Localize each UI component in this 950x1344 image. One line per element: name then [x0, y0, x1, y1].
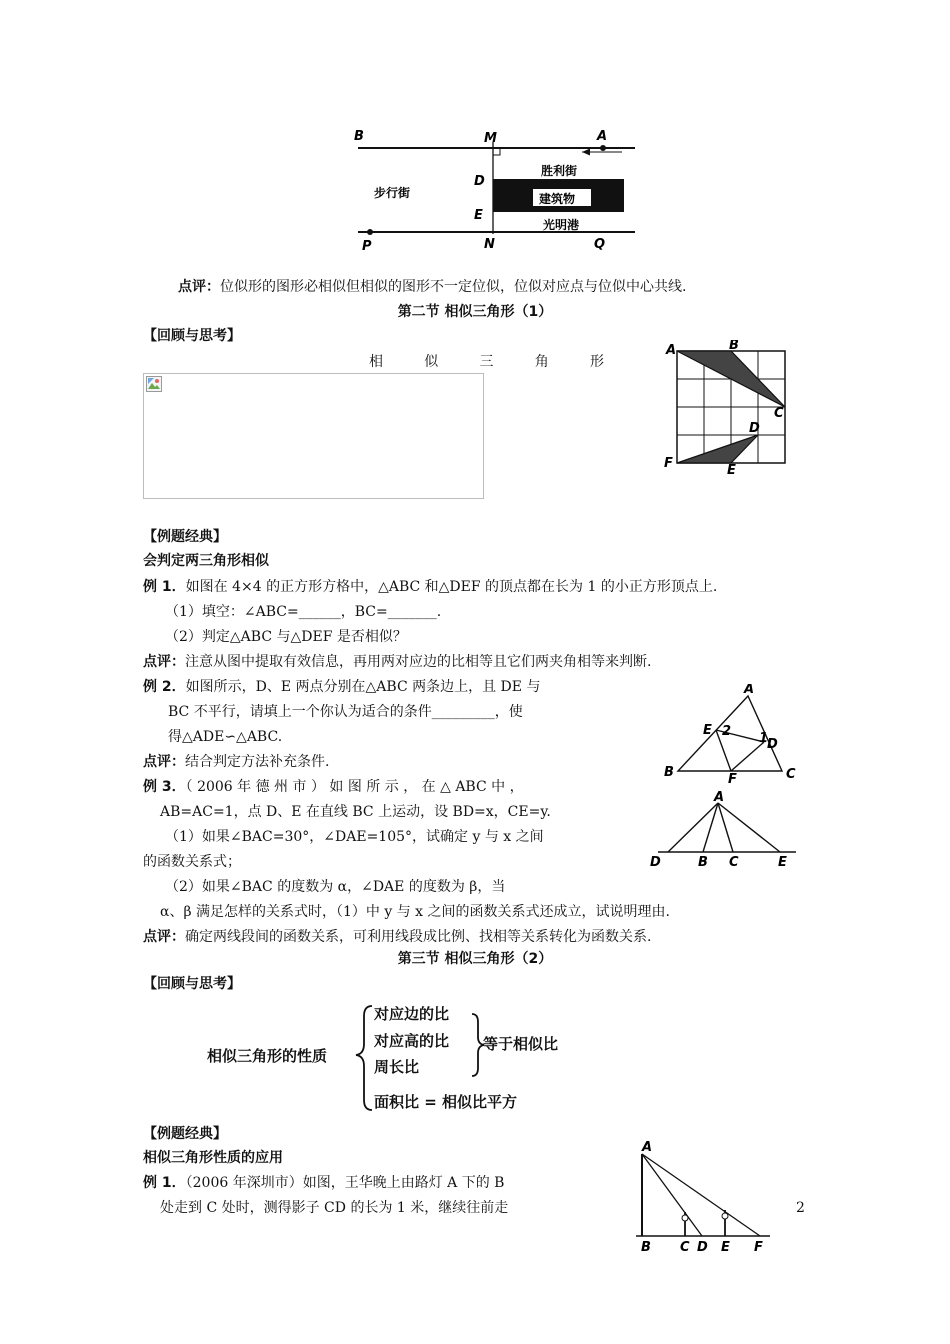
lamp-label-a: A — [642, 1140, 653, 1155]
example-3-line-5: （2）如果∠BAC 的度数为 α，∠DAE 的度数为 β，当 — [165, 879, 506, 895]
tri1-label-a: A — [744, 684, 755, 697]
review-heading-1: 【回顾与思考】 — [143, 328, 241, 344]
examples-topic-1: 会判定两三角形相似 — [143, 553, 269, 569]
spaced-char: 相 — [369, 354, 383, 370]
examples-heading-2: 【例题经典】 — [143, 1126, 227, 1142]
example-lamp-line-1 — [143, 1173, 504, 1193]
example-label: 例 3． — [143, 779, 186, 795]
similar-triangle-properties-diagram — [200, 1000, 600, 1120]
street-label-m: M — [484, 131, 497, 146]
lamp-label-d: D — [697, 1240, 708, 1255]
review-spaced-title — [369, 352, 604, 372]
tri2-label-d: D — [650, 855, 661, 870]
section-title-2: 第二节 相似三角形（1） — [397, 304, 553, 320]
comment-text: 确定两线段间的函数关系，可利用线段成比例、找相等关系转化为函数关系. — [185, 929, 652, 945]
example-3-line-6: α、β 满足怎样的关系式时，（1）中 y 与 x 之间的函数关系式还成立，试说明理由. — [160, 904, 670, 920]
tri2-label-c: C — [729, 855, 739, 870]
spaced-char: 形 — [590, 354, 604, 370]
street-label-d: D — [474, 174, 485, 189]
tri2-label-b: B — [698, 855, 708, 870]
triangle-figure-1 — [658, 684, 803, 784]
example-text: 如图在 4×4 的正方形方格中，△ABC 和△DEF 的顶点都在长为 1 的小正方形顶点上. — [185, 579, 718, 595]
comment-label: 点评： — [143, 654, 185, 670]
example-text: 如图所示，D、E 两点分别在△ABC 两条边上，且 DE 与 — [185, 679, 541, 695]
comment-1 — [143, 652, 651, 672]
examples-heading-1: 【例题经典】 — [143, 529, 227, 545]
property-corresponding-heights: 对应高的比 — [374, 1032, 450, 1050]
tri1-label-d: D — [767, 737, 778, 752]
spaced-char: 三 — [479, 354, 494, 370]
street-label-b: B — [354, 129, 364, 144]
comment-text: 注意从图中提取有效信息，再用两对应边的比相等且它们两夹角相等来判断. — [185, 654, 652, 670]
grid-figure — [663, 340, 798, 475]
tri1-label-f: F — [728, 772, 737, 784]
example-2-line-2: BC 不平行，请填上一个你认为适合的条件_________，使 — [168, 704, 523, 720]
comment-label: 点评： — [143, 754, 185, 770]
property-equals-ratio: 等于相似比 — [483, 1035, 559, 1053]
property-area-ratio: 面积比 = 相似比平方 — [374, 1093, 518, 1111]
comment-label: 点评： — [143, 929, 185, 945]
example-1-question-1: （1）填空：∠ABC=______，BC=_______. — [165, 604, 442, 620]
comment-2 — [143, 752, 329, 772]
comment-3 — [143, 927, 651, 947]
page-number: 2 — [796, 1200, 805, 1216]
grid-label-f: F — [664, 456, 673, 471]
example-2-line-1 — [143, 677, 540, 697]
comment-text: 结合判定方法补充条件. — [185, 754, 330, 770]
section-title-3: 第三节 相似三角形（2） — [397, 951, 553, 967]
example-lamp-line-2: 处走到 C 处时，测得影子 CD 的长为 1 米，继续往前走 — [160, 1200, 509, 1216]
grid-label-b: B — [729, 340, 739, 353]
street-name-left: 步行街 — [374, 186, 411, 200]
lamp-label-e: E — [721, 1240, 730, 1255]
example-2-line-3: 得△ADE∽△ABC. — [168, 729, 283, 745]
examples-topic-2: 相似三角形性质的应用 — [143, 1150, 283, 1166]
comment-position-similarity — [178, 277, 686, 297]
grid-label-d: D — [749, 421, 760, 436]
building-label: 建筑物 — [539, 192, 576, 206]
tri1-label-2: 2 — [722, 724, 732, 739]
street-label-n: N — [484, 237, 495, 252]
tri1-label-c: C — [786, 767, 796, 782]
tri1-label-1: 1 — [759, 731, 769, 746]
broken-image-icon — [146, 376, 162, 392]
tri1-label-e: E — [703, 723, 712, 738]
street-name-bottom: 光明港 — [543, 218, 580, 232]
example-1-statement — [143, 577, 717, 597]
lamp-figure — [628, 1138, 778, 1258]
street-label-p: P — [362, 239, 372, 254]
spaced-char: 角 — [534, 354, 549, 370]
street-label-a: A — [597, 129, 608, 144]
comment-label: 点评： — [178, 279, 220, 295]
triangle-figure-2 — [646, 791, 802, 871]
property-corresponding-sides: 对应边的比 — [374, 1005, 450, 1023]
review-heading-2: 【回顾与思考】 — [143, 976, 241, 992]
lamp-label-c: C — [680, 1240, 690, 1255]
tri2-label-a: A — [714, 791, 725, 805]
comment-text: 位似形的图形必相似但相似的图形不一定位似，位似对应点与位似中心共线. — [220, 279, 687, 295]
example-3-line-2: AB=AC=1，点 D、E 在直线 BC 上运动，设 BD=x，CE=y. — [160, 804, 551, 820]
example-1-question-2: （2）判定△ABC 与△DEF 是否相似？ — [165, 629, 407, 645]
example-text: （ 2006 年 德 州 市 ） 如 图 所 示 ， 在 △ ABC 中 ， — [185, 779, 524, 795]
grid-label-a: A — [666, 343, 677, 358]
image-placeholder-frame — [143, 373, 484, 499]
example-text: （2006 年深圳市）如图，王华晚上由路灯 A 下的 B — [185, 1175, 505, 1191]
example-3-line-4: 的函数关系式； — [143, 854, 241, 870]
example-label: 例 2． — [143, 679, 186, 695]
example-label: 例 1． — [143, 1175, 186, 1191]
tri1-label-b: B — [664, 765, 674, 780]
tri2-label-e: E — [778, 855, 787, 870]
grid-label-c: C — [774, 406, 784, 421]
property-perimeter-ratio: 周长比 — [374, 1058, 420, 1076]
grid-label-e: E — [727, 463, 736, 475]
street-label-e: E — [474, 208, 483, 223]
spaced-char: 似 — [424, 354, 439, 370]
street-name-top: 胜利街 — [541, 164, 578, 178]
street-label-q: Q — [594, 237, 606, 252]
example-3-line-1 — [143, 777, 524, 797]
example-3-line-3: （1）如果∠BAC=30°，∠DAE=105°，试确定 y 与 x 之间 — [165, 829, 544, 845]
lamp-label-b: B — [641, 1240, 651, 1255]
street-figure — [350, 120, 640, 260]
properties-root: 相似三角形的性质 — [207, 1047, 328, 1065]
example-label: 例 1． — [143, 579, 186, 595]
lamp-label-f: F — [754, 1240, 763, 1255]
